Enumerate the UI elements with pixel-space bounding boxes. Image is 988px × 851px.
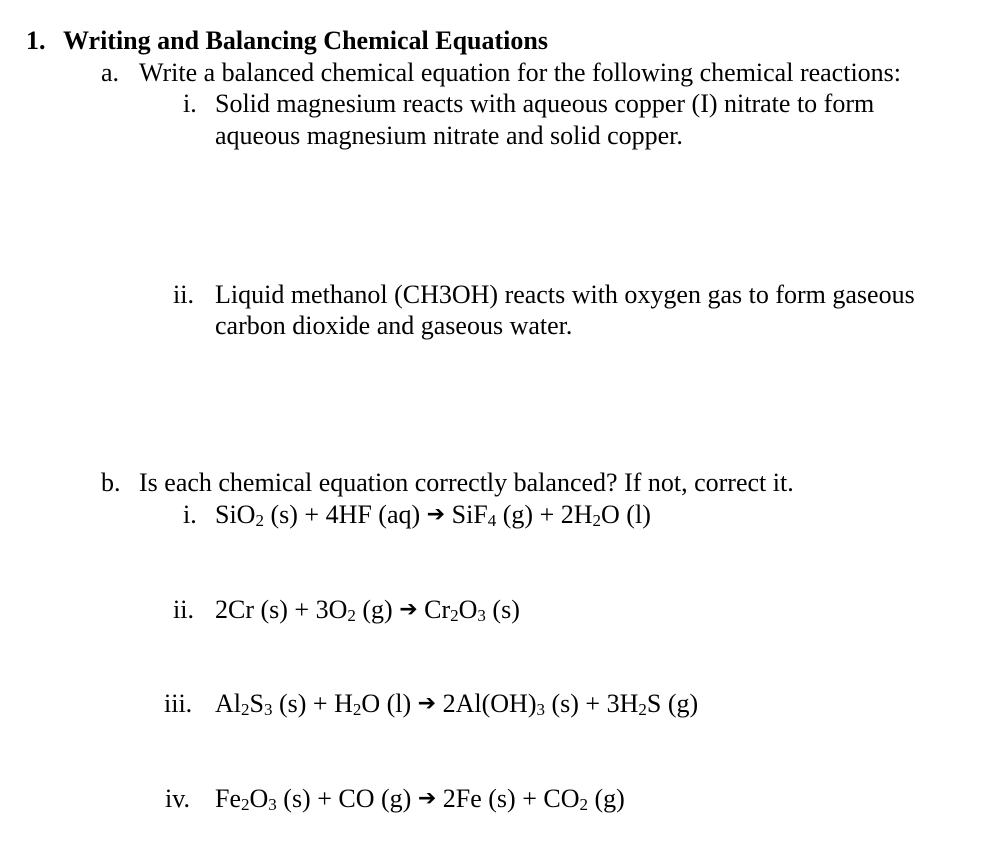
part-a-instruction: Write a balanced chemical equation for the following chemical reactions: [139,58,902,87]
part-a-item-1-line-2: aqueous magnesium nitrate and solid copper. [215,121,683,150]
part-a-item-2-line-1: Liquid methanol (CH3OH) reacts with oxygen gas to form gaseous [215,280,915,309]
section-title: Writing and Balancing Chemical Equations [63,26,548,55]
part-a-item-2-line-2: carbon dioxide and gaseous water. [215,311,573,340]
part-b-marker: b. [101,468,121,497]
part-b-equation-1: SiO$_2$ (s) + 4HF (aq) ➔ SiF$_4$ $(g) + 2H_2O$ (l) [215,500,651,530]
part-b-equation-2: 2Cr $(s) + 3O_2$ (g) ➔ $Cr_2O_3$ (s) [215,595,520,625]
part-a-item-1-line-1: Solid magnesium reacts with aqueous copper (I) nitrate to form [215,89,875,118]
part-b-instruction: Is each chemical equation correctly balanced? If not, correct it. [139,468,794,497]
part-b-item-4-marker: iv. [165,784,191,813]
part-b-item-3-marker: iii. [164,689,193,718]
part-b-item-2-marker: ii. [173,595,194,624]
section-number: 1. [26,26,46,55]
part-a-marker: a. [101,58,120,87]
part-a-item-2-marker: ii. [173,280,194,309]
part-a-item-1-marker: i. [183,89,197,118]
reaction-arrow-icon: ➔ [426,502,446,527]
reaction-arrow-icon: ➔ [417,786,437,811]
part-b-equation-4: $Fe_2O_3$ (s) + CO (g) ➔ 2Fe $(s) + CO_2$ (g) [215,784,625,814]
part-b-item-1-marker: i. [183,500,197,529]
reaction-arrow-icon: ➔ [399,597,418,622]
part-b-equation-3: $Al_2S_3$ $(s) + H_2O$ (l) ➔ $2Al(OH)_3$ $(s) + 3H_2S$ (g) [215,689,699,719]
reaction-arrow-icon: ➔ [417,691,437,716]
